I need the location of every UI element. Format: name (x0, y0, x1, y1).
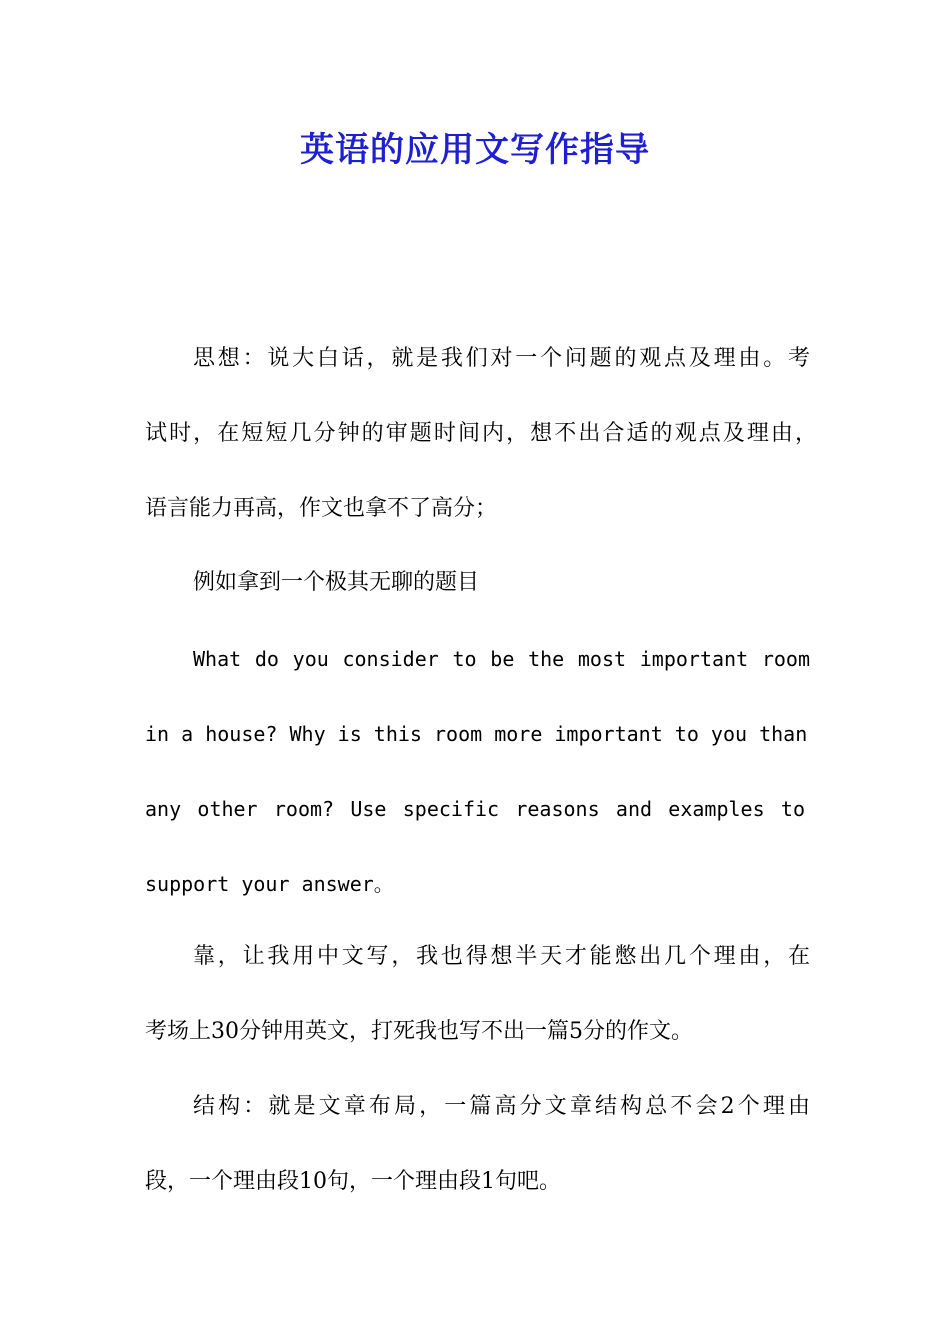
document-title: 英语的应用文写作指导 (300, 130, 650, 170)
paragraph-line: 语言能力再高，作文也拿不了高分； (145, 496, 498, 521)
paragraph-line: 思想：说大白话，就是我们对一个问题的观点及理由。考 (193, 346, 810, 371)
paragraph-line: 结构：就是文章布局，一篇高分文章结构总不会2个理由 (193, 1094, 810, 1119)
paragraph-line: 段，一个理由段10句，一个理由段1句吧。 (145, 1169, 561, 1194)
paragraph-line: in a house? Why is this room more important to you than (145, 722, 808, 746)
paragraph-line: support your answer。 (145, 872, 394, 896)
paragraph-line: 靠，让我用中文写，我也得想半天才能憋出几个理由，在 (193, 944, 810, 969)
paragraph-line: What do you consider to be the most important room (193, 647, 810, 671)
paragraph-line: 考场上30分钟用英文，打死我也写不出一篇5分的作文。 (145, 1019, 693, 1044)
paragraph-line: 例如拿到一个极其无聊的题目 (193, 570, 480, 595)
paragraph-line: any other room? Use specific reasons and examples to (145, 797, 805, 821)
paragraph-line: 试时，在短短几分钟的审题时间内，想不出合适的观点及理由， (145, 421, 817, 446)
